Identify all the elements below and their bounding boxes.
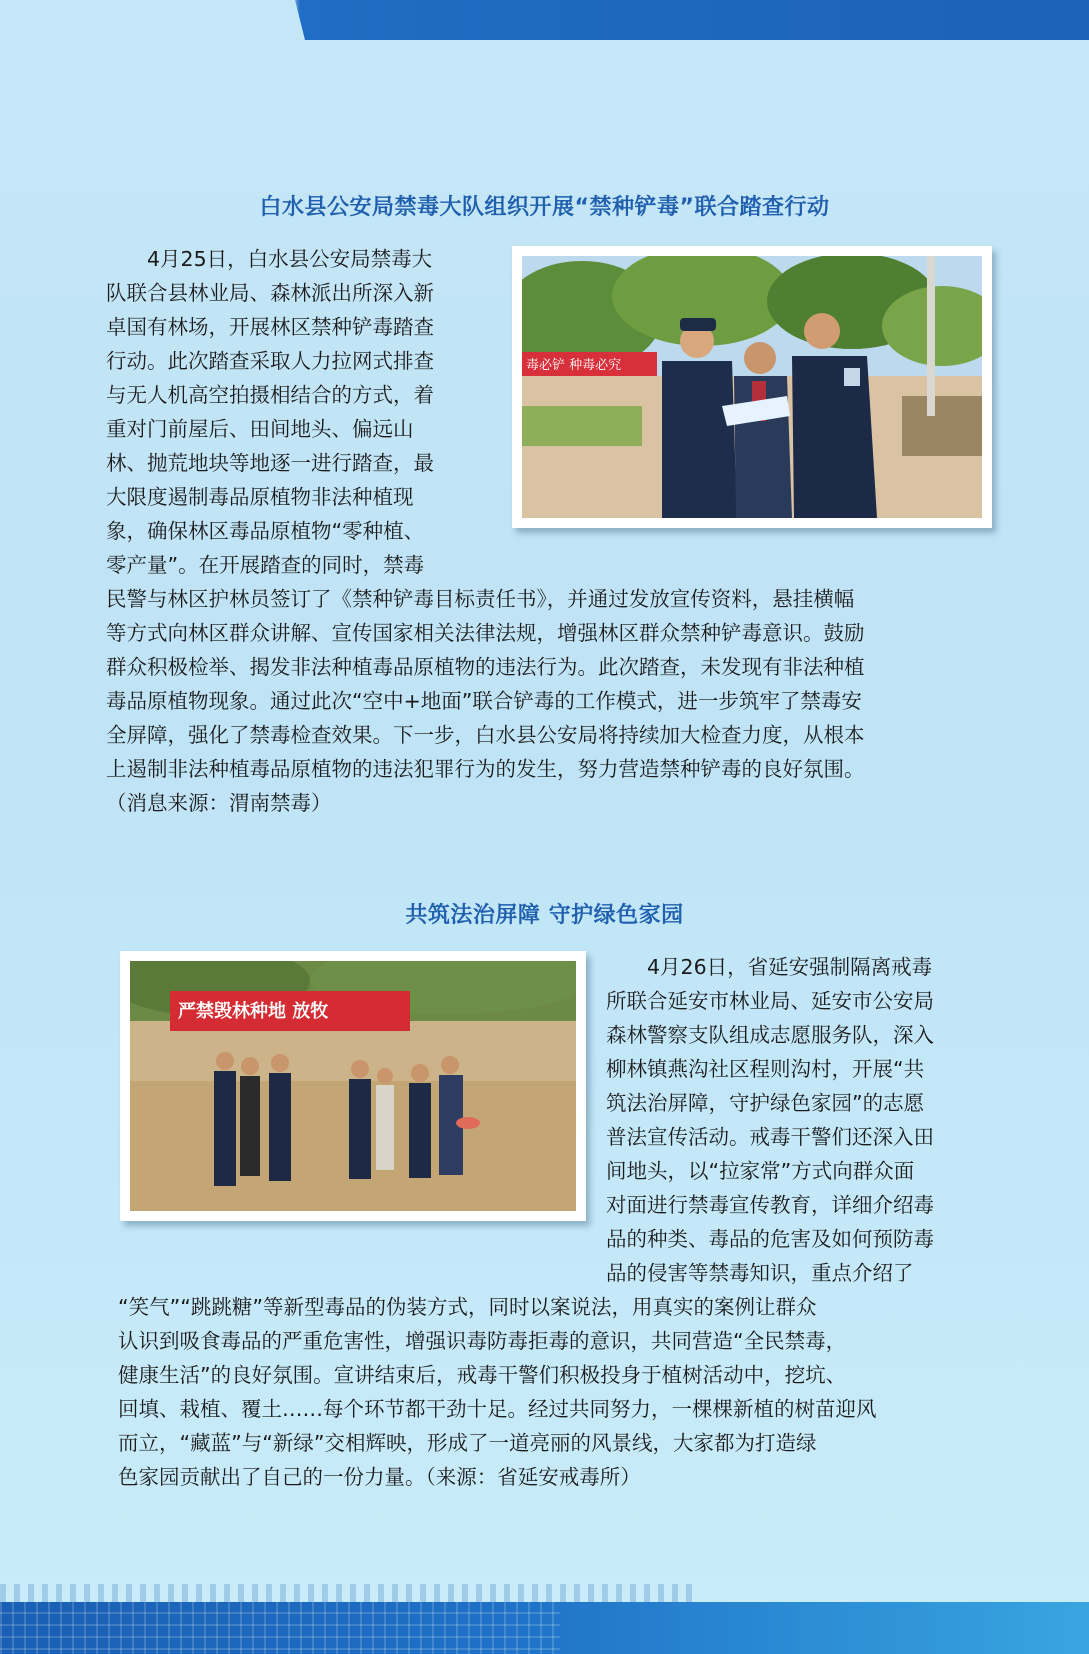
- article2-line-1: 4月26日，省延安强制隔离戒毒: [647, 955, 933, 979]
- article1-full-line-3: 群众积极检举、揭发非法种植毒品原植物的违法行为。此次踏查，未发现有非法种植: [106, 655, 865, 679]
- article1-full-line-1: 民警与林区护林员签订了《禁种铲毒目标责任书》，并通过发放宣传资料，悬挂横幅: [106, 587, 855, 611]
- article2-line-9: 品的种类、毒品的危害及如何预防毒: [606, 1227, 934, 1251]
- article2-line-8: 对面进行禁毒宣传教育，详细介绍毒: [606, 1193, 934, 1217]
- article1-photo: [512, 246, 992, 528]
- article1-full-line-2: 等方式向林区群众讲解、宣传国家相关法律法规，增强林区群众禁种铲毒意识。鼓励: [106, 621, 865, 645]
- article1-full-line-5: 全屏障，强化了禁毒检查效果。下一步，白水县公安局将持续加大检查力度，从根本: [106, 723, 865, 747]
- footer-pixel-grid: [0, 1602, 560, 1654]
- article2-photo: [120, 951, 586, 1221]
- article2-full-line-2: 认识到吸食毒品的严重危害性，增强识毒防毒拒毒的意识，共同营造“全民禁毒，: [118, 1329, 847, 1353]
- article2-line-2: 所联合延安市林业局、延安市公安局: [606, 989, 934, 1013]
- article1-source: （消息来源：渭南禁毒）: [106, 791, 332, 815]
- article2-line-4: 柳林镇燕沟社区程则沟村，开展“共: [606, 1057, 925, 1081]
- article1-title: 白水县公安局禁毒大队组织开展“禁种铲毒”联合踏查行动: [259, 195, 830, 220]
- article1-full-line-4: 毒品原植物现象。通过此次“空中+地面”联合铲毒的工作模式，进一步筑牢了禁毒安: [106, 689, 862, 713]
- footer-band: [0, 1602, 1089, 1654]
- article1-line-7: 林、抛荒地块等地逐一进行踏查，最: [106, 451, 434, 475]
- photo1-banner-text: 毒必铲 种毒必究: [526, 358, 622, 373]
- footer-pixel-fade: [0, 1584, 700, 1602]
- article2-full-line-3: 健康生活”的良好氛围。宣讲结束后，戒毒干警们积极投身于植树活动中，挖坑、: [118, 1363, 847, 1387]
- photo2-banner-text: 严禁毁林种地 放牧: [178, 1001, 329, 1022]
- article1-line-6: 重对门前屋后、田间地头、偏远山: [106, 417, 414, 441]
- article1-line-1: 4月25日，白水县公安局禁毒大: [147, 247, 433, 271]
- volunteer-group-photo: [130, 961, 576, 1211]
- article1-line-4: 行动。此次踏查采取人力拉网式排查: [106, 349, 434, 373]
- article1-line-3: 卓国有林场，开展林区禁种铲毒踏查: [106, 315, 434, 339]
- article1-full-line-6: 上遏制非法种植毒品原植物的违法犯罪行为的发生，努力营造禁种铲毒的良好氛围。: [106, 757, 865, 781]
- article2-line-7: 间地头，以“拉家常”方式向群众面: [606, 1159, 915, 1183]
- article1-line-2: 队联合县林业局、森林派出所深入新: [106, 281, 434, 305]
- article1-line-10: 零产量”。在开展踏查的同时，禁毒: [106, 553, 425, 577]
- article2-full-line-5: 而立，“藏蓝”与“新绿”交相辉映，形成了一道亮丽的风景线，大家都为打造绿: [118, 1431, 817, 1455]
- article2-full-line-1: “笑气”“跳跳糖”等新型毒品的伪装方式，同时以案说法，用真实的案例让群众: [118, 1295, 817, 1319]
- article2-line-6: 普法宣传活动。戒毒干警们还深入田: [606, 1125, 934, 1149]
- article2-line-3: 森林警察支队组成志愿服务队，深入: [606, 1023, 934, 1047]
- article2-full-line-4: 回填、栽植、覆土……每个环节都干劲十足。经过共同努力，一棵棵新植的树苗迎风: [118, 1397, 877, 1421]
- article1-line-8: 大限度遏制毒品原植物非法种植现: [106, 485, 414, 509]
- article2-line-5: 筑法治屏障，守护绿色家园”的志愿: [606, 1091, 925, 1115]
- police-inspection-photo: [522, 256, 982, 518]
- header-band: [0, 0, 1089, 40]
- article2-full-line-6: 色家园贡献出了自己的一份力量。（来源：省延安戒毒所）: [118, 1465, 641, 1489]
- article1-line-9: 象，确保林区毒品原植物“零种植、: [106, 519, 425, 543]
- article2-line-10: 品的侵害等禁毒知识，重点介绍了: [606, 1261, 914, 1285]
- article2-title: 共筑法治屏障 守护绿色家园: [405, 903, 684, 928]
- article1-line-5: 与无人机高空拍摄相结合的方式，着: [106, 383, 434, 407]
